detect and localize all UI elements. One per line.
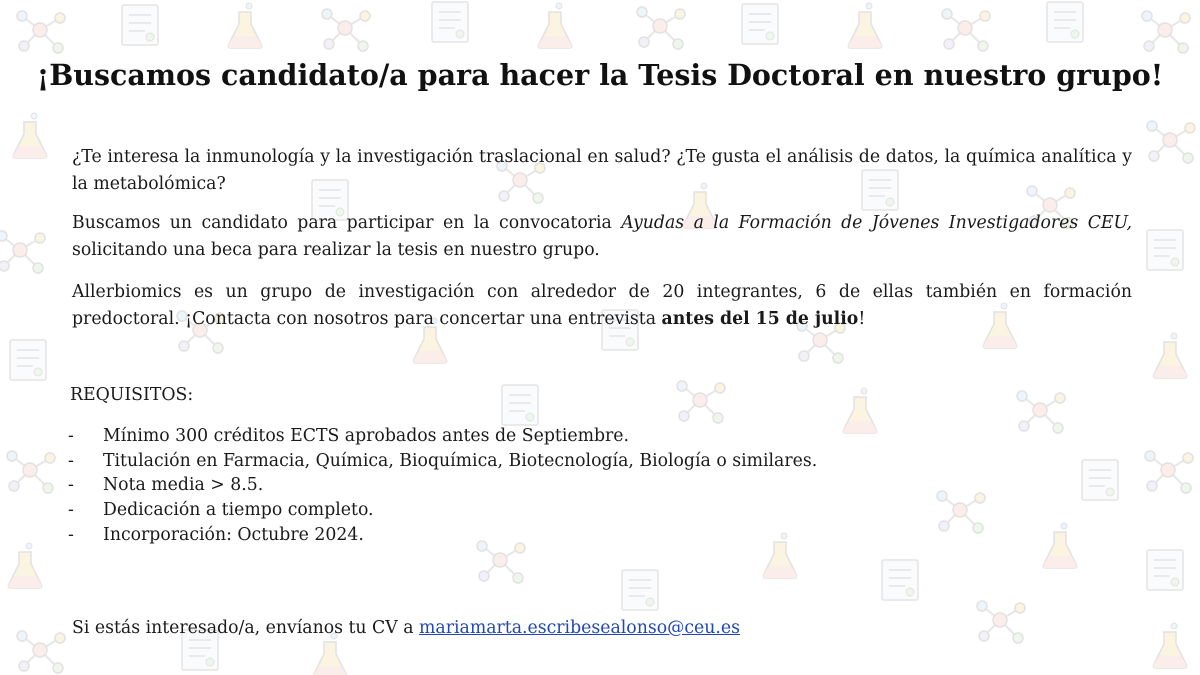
requirements-heading: REQUISITOS: — [70, 385, 194, 405]
requirements-list — [68, 426, 817, 549]
deadline: antes del 15 de julio — [661, 309, 859, 329]
program-paragraph — [72, 210, 1132, 264]
list-item — [68, 475, 817, 500]
bullet: - — [68, 450, 74, 471]
contact-line — [72, 618, 740, 638]
list-item — [68, 500, 817, 525]
page-title: ¡Buscamos candidato/a para hacer la Tesis Doctoral en nuestro grupo! — [36, 58, 1164, 92]
program-name: Ayudas a la Formación de Jóvenes Investigadores CEU, — [621, 213, 1133, 233]
requirement-text: Titulación en Farmacia, Química, Bioquímica, Biotecnología, Biología o similares. — [103, 450, 818, 471]
requirement-text: Dedicación a tiempo completo. — [103, 500, 374, 521]
requirement-text: Incorporación: Octubre 2024. — [103, 524, 364, 545]
list-item — [68, 451, 817, 476]
requirement-text: Nota media > 8.5. — [103, 475, 264, 496]
list-item — [68, 426, 817, 451]
bullet: - — [68, 524, 74, 545]
group-paragraph — [72, 279, 1132, 333]
bullet: - — [68, 475, 74, 496]
group-paragraph-end: ! — [858, 309, 866, 329]
intro-paragraph: ¿Te interesa la inmunología y la investigación traslacional en salud? ¿Te gusta el análisis de datos, la química analítica y la metabolómica? — [72, 147, 1132, 194]
program-paragraph-after: solicitando una beca para realizar la tesis en nuestro grupo. — [72, 240, 600, 260]
list-item — [68, 525, 817, 550]
contact-text: Si estás interesado/a, envíanos tu CV a — [72, 618, 420, 638]
bullet: - — [68, 500, 74, 521]
group-paragraph-text: Allerbiomics es un grupo de investigación con alrededor de 20 integrantes, 6 de ellas también en formación predoctoral. ¡Contacta con nosotros para concertar una entrevista — [72, 282, 1132, 329]
bullet: - — [68, 426, 74, 446]
program-paragraph-before: Buscamos un candidato para participar en la convocatoria — [72, 213, 622, 233]
email-link[interactable]: mariamarta.escribesealonso@ceu.es — [419, 618, 741, 638]
requirement-text: Mínimo 300 créditos ECTS aprobados antes de Septiembre. — [103, 426, 630, 446]
